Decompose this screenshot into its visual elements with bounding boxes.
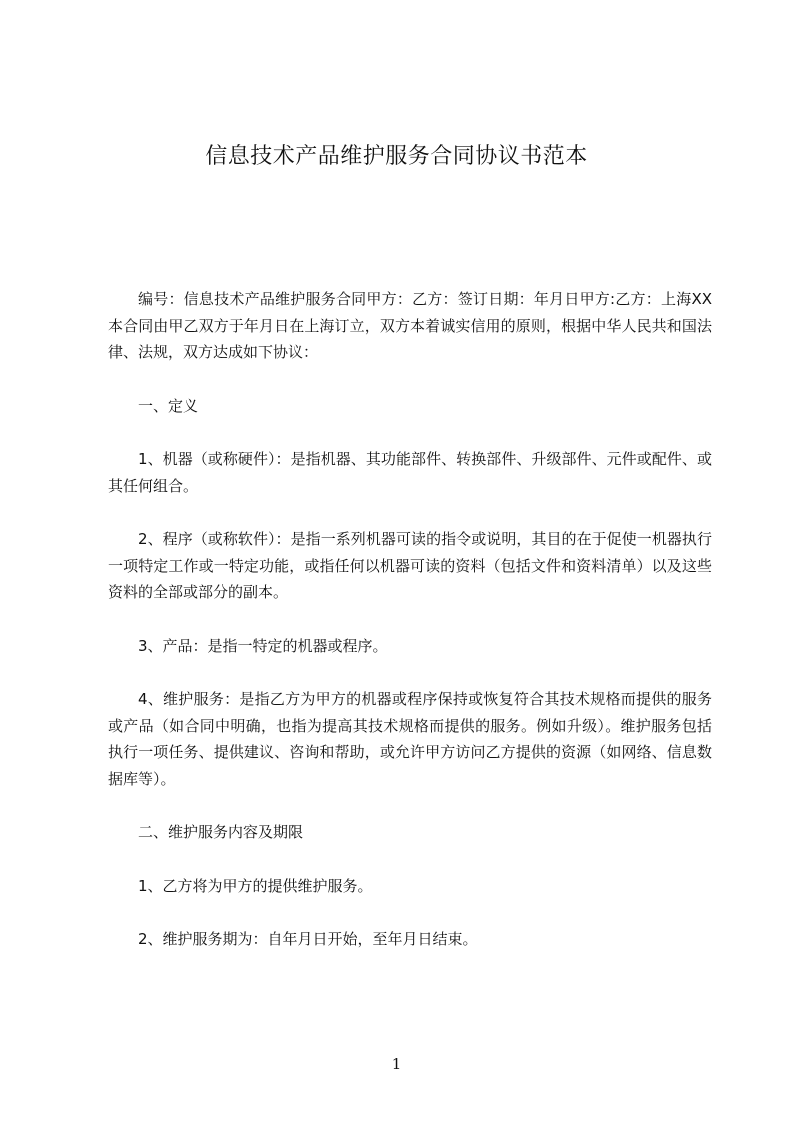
clause-service-provision: 1、乙方将为甲方的提供维护服务。 — [138, 876, 373, 895]
clause-product-definition: 3、产品：是指一特定的机器或程序。 — [138, 636, 388, 655]
clause-machine-definition: 1、机器（或称硬件）：是指机器、其功能部件、转换部件、升级部件、元件或配件、或其任何组合。 — [108, 450, 712, 495]
section-heading-service-content: 二、维护服务内容及期限 — [138, 823, 304, 841]
clause-service-period: 2、维护服务期为：自年月日开始，至年月日结束。 — [138, 930, 478, 948]
preamble-paragraph: 编号：信息技术产品维护服务合同甲方：乙方：签订日期：年月日甲方:乙方：上海XX本合同由甲乙双方于年月日在上海订立，双方本着诚实信用的原则，根据中华人民共和国法律、法规，双方达成如下协议： — [108, 290, 712, 361]
page-number: 1 — [391, 1055, 402, 1073]
document-body — [108, 286, 712, 953]
document-title: 信息技术产品维护服务合同协议书范本 — [205, 144, 588, 169]
clause-program-definition: 2、程序（或称软件）：是指一系列机器可读的指令或说明，其目的在于促使一机器执行一项特定工作或一特定功能，或指任何以机器可读的资料（包括文件和资料清单）以及这些资料的全部或部分的副本。 — [108, 530, 712, 601]
clause-maintenance-definition: 4、维护服务：是指乙方为甲方的机器或程序保持或恢复符合其技术规格而提供的服务或产品（如合同中明确，也指为提高其技术规格而提供的服务。例如升级）。维护服务包括执行一项任务、提供建议、咨询和帮助，或允许甲方访问乙方提供的资源（如网络、信息数据库等）。 — [108, 690, 712, 788]
section-heading-definitions: 一、定义 — [138, 396, 199, 415]
